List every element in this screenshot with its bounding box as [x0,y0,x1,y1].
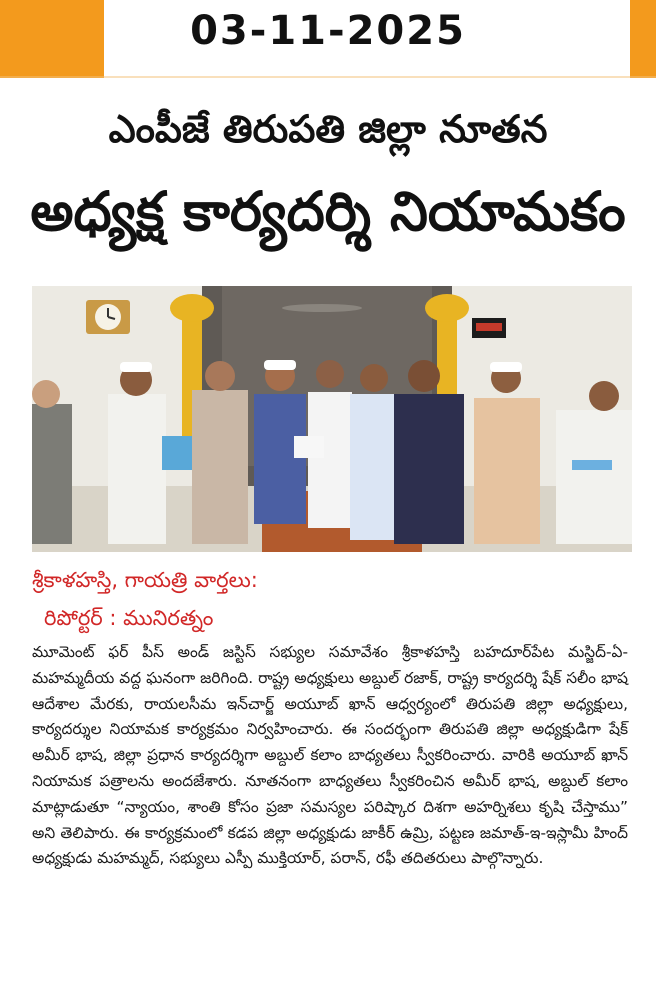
article-body: మూమెంట్ ఫర్ పీస్ అండ్ జస్టిస్ సభ్యుల సమావేశం శ్రీకాళహస్తి బహదూర్‌పేట మస్జిద్-ఏ-మహమ్మదీయ వద్ద ఘనంగా జరిగింది. రాష్ట్ర అధ్యక్షులు అబ్దుల్ రజాక్, రాష్ట్ర కార్యదర్శి షేక్ సలీం భాష ఆదేశాల మేరకు, రాయలసీమ ఇన్‌చార్జ్ అయూబ్ ఖాన్ ఆధ్వర్యంలో తిరుపతి జిల్లా అధ్యక్షులు, కార్యదర్శుల నియామక కార్యక్రమం నిర్వహించారు. ఈ సందర్భంగా తిరుపతి జిల్లా అధ్యక్షుడిగా షేక్ అమీర్ భాష, జిల్లా ప్రధాన కార్యదర్శిగా అబ్దుల్ కలాం బాధ్యతలు స్వీకరించారు. వారికి అయూబ్ ఖాన్ నియామక పత్రాలను అందజేశారు. నూతనంగా బాధ్యతలు స్వీకరించిన అమీర్ భాష, అబ్దుల్ కలాం మాట్లాడుతూ “న్యాయం, శాంతి కోసం ప్రజా సమస్యల పరిష్కార దిశగా అహర్నిశలు కృషి చేస్తాము” అని తెలిపారు. ఈ కార్యక్రమంలో కడప జిల్లా అధ్యక్షుడు జాకీర్ ఉమ్రి, పట్టణ జమాత్-ఇ-ఇస్లామీ హింద్ అధ్యక్షుడు మహమ్మద్, సభ్యులు ఎస్పీ ముక్తియార్, పరాన్, రఫీ తదితరులు పాల్గొన్నారు. [32,643,628,868]
headline-line-2: అధ్యక్ష కార్యదర్శి నియామకం [30,180,626,243]
article-dateline: శ్రీకాళహస్తి, గాయత్రి వార్తలు: [32,568,258,592]
article-reporter: రిపోర్టర్ : మునిరత్నం [44,606,214,630]
group-photo-icon [32,286,632,552]
headline-line-1: ఎంపీజే తిరుపతి జిల్లా నూతన [108,107,548,151]
issue-date: 03-11-2025 [190,8,466,54]
news-photo [32,286,632,552]
date-banner [0,0,656,78]
